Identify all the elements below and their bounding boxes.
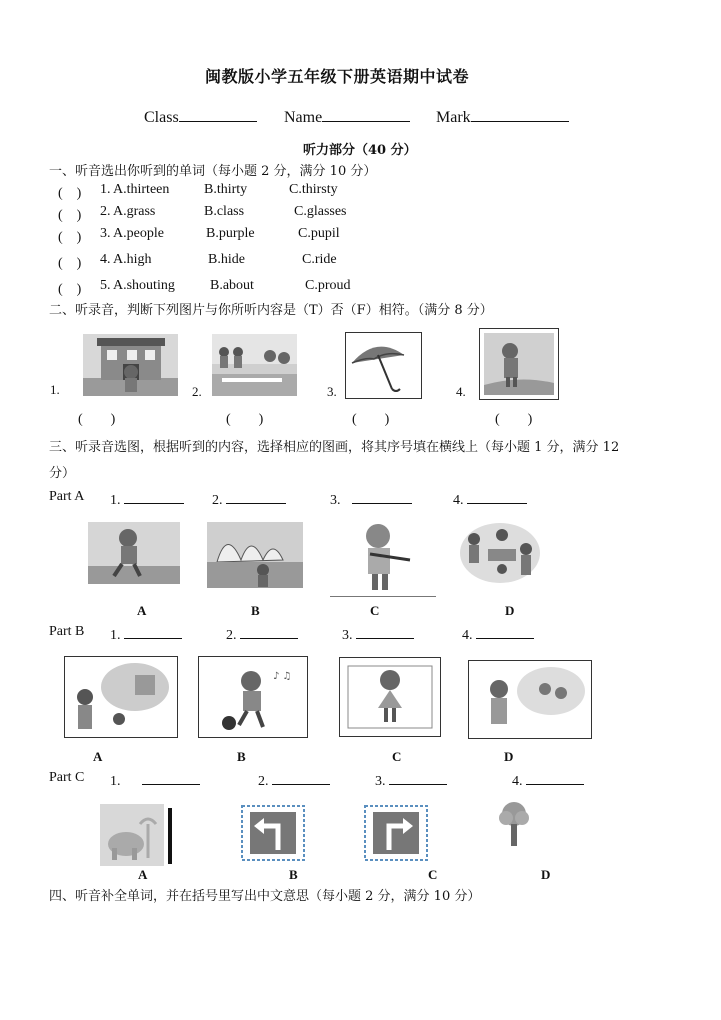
picture-b-opera-house bbox=[207, 522, 303, 588]
mark-field bbox=[436, 107, 569, 127]
part-a-label: Part A bbox=[49, 489, 85, 504]
s1-q2-c: C.glasses bbox=[294, 204, 347, 219]
letter-c: C bbox=[370, 603, 380, 618]
section4-heading: 四、听音补全单词，并在括号里写出中文意思（每小题 2 分，满分 10 分） bbox=[49, 889, 481, 904]
letter-d: D bbox=[541, 867, 551, 882]
s2-paren-3[interactable]: ( ) bbox=[352, 412, 390, 427]
picture-c-a-elephant-sign bbox=[100, 804, 175, 866]
s1-q3-c: C.pupil bbox=[298, 226, 340, 241]
answer-blank[interactable] bbox=[476, 624, 534, 639]
letter-d: D bbox=[504, 749, 514, 764]
class-field bbox=[144, 107, 257, 127]
s1-q3-b: B.purple bbox=[206, 226, 255, 241]
picture-person-hill bbox=[479, 328, 559, 400]
answer-blank[interactable] bbox=[526, 770, 584, 785]
part-a-q3: 3. bbox=[330, 489, 412, 509]
part-c-q1: 1. bbox=[110, 770, 200, 790]
svg-text:♪ ♫: ♪ ♫ bbox=[273, 671, 292, 682]
picture-b-b-soccer-boy bbox=[198, 656, 308, 738]
s1-q2-a: A.grass bbox=[113, 204, 156, 219]
part-b-q4: 4. bbox=[462, 624, 534, 644]
exam-title: 闽教版小学五年级下册英语期中试卷 bbox=[205, 67, 470, 86]
answer-blank[interactable] bbox=[467, 489, 527, 504]
letter-a: A bbox=[93, 749, 103, 764]
s1-q3-num: 3. bbox=[100, 226, 111, 241]
part-b-q3: 3. bbox=[342, 624, 414, 644]
section2-heading: 二、听录音，判断下列图片与你所听内容是（T）否（F）相符。（满分 8 分） bbox=[49, 303, 493, 318]
turn-left-sign-icon bbox=[236, 802, 310, 864]
answer-blank[interactable] bbox=[352, 489, 412, 504]
part-c-q3: 3. bbox=[375, 770, 447, 790]
section1-heading: 一、听音选出你听到的单词（每小题 2 分，满分 10 分） bbox=[49, 164, 377, 179]
picture-c-violin-girl bbox=[330, 518, 436, 597]
class-label: Class bbox=[144, 109, 179, 126]
picture-school-building bbox=[83, 334, 178, 396]
s2-num-1: 1. bbox=[50, 382, 60, 397]
s1-q4-num: 4. bbox=[100, 252, 111, 267]
s1-q2-b: B.class bbox=[204, 204, 245, 219]
section3-heading-line2: 分） bbox=[49, 466, 76, 481]
s2-num-2: 2. bbox=[192, 384, 202, 399]
s1-q1-num: 1. bbox=[100, 182, 111, 197]
mark-label: Mark bbox=[436, 109, 471, 126]
answer-blank[interactable] bbox=[142, 770, 200, 785]
letter-c: C bbox=[392, 749, 402, 764]
part-a-q4: 4. bbox=[453, 489, 527, 509]
part-a-q2: 2. bbox=[212, 489, 286, 509]
part-c-q4: 4. bbox=[512, 770, 584, 790]
picture-b-d-thought-bubble bbox=[468, 660, 592, 739]
picture-a-skater bbox=[88, 522, 180, 584]
s2-paren-4[interactable]: ( ) bbox=[495, 412, 533, 427]
answer-blank[interactable] bbox=[124, 624, 182, 639]
s1-q4-b: B.hide bbox=[208, 252, 245, 267]
picture-c-d-tree bbox=[494, 798, 534, 852]
letter-b: B bbox=[237, 749, 246, 764]
letter-a: A bbox=[138, 867, 148, 882]
part-c-label: Part C bbox=[49, 770, 85, 785]
part-a-q1: 1. bbox=[110, 489, 184, 509]
letter-b: B bbox=[289, 867, 298, 882]
mark-blank[interactable] bbox=[471, 107, 569, 122]
picture-b-c-girl bbox=[339, 657, 441, 737]
name-field bbox=[284, 107, 410, 127]
answer-blank[interactable] bbox=[124, 489, 184, 504]
s1-q5-c: C.proud bbox=[305, 278, 351, 293]
picture-gym-kids bbox=[212, 334, 297, 396]
s1-q1-c: C.thirsty bbox=[289, 182, 338, 197]
s1-paren[interactable]: ( ) bbox=[58, 256, 82, 271]
s1-q5-b: B.about bbox=[210, 278, 254, 293]
s1-paren[interactable]: ( ) bbox=[58, 230, 82, 245]
s2-paren-2[interactable]: ( ) bbox=[226, 412, 264, 427]
part-c-q2: 2. bbox=[258, 770, 330, 790]
turn-right-sign-icon bbox=[359, 802, 433, 864]
s1-q2-num: 2. bbox=[100, 204, 111, 219]
answer-blank[interactable] bbox=[240, 624, 298, 639]
part-b-q2: 2. bbox=[226, 624, 298, 644]
s1-paren[interactable]: ( ) bbox=[58, 282, 82, 297]
answer-blank[interactable] bbox=[389, 770, 447, 785]
picture-umbrella bbox=[345, 332, 422, 399]
answer-blank[interactable] bbox=[226, 489, 286, 504]
s1-q5-a: A.shouting bbox=[113, 278, 175, 293]
letter-b: B bbox=[251, 603, 260, 618]
answer-blank[interactable] bbox=[356, 624, 414, 639]
s2-paren-1[interactable]: ( ) bbox=[78, 412, 116, 427]
picture-b-a-family-thought bbox=[64, 656, 178, 738]
letter-c: C bbox=[428, 867, 438, 882]
name-label: Name bbox=[284, 109, 323, 126]
s2-num-4: 4. bbox=[456, 384, 466, 399]
s1-q5-num: 5. bbox=[100, 278, 111, 293]
section3-heading-line1: 三、听录音选图，根据听到的内容，选择相应的图画，将其序号填在横线上（每小题 1 分，满分 12 bbox=[49, 440, 620, 455]
class-blank[interactable] bbox=[179, 107, 257, 122]
letter-a: A bbox=[137, 603, 147, 618]
answer-blank[interactable] bbox=[272, 770, 330, 785]
s1-q4-a: A.high bbox=[113, 252, 152, 267]
letter-d: D bbox=[505, 603, 515, 618]
s1-q1-a: A.thirteen bbox=[113, 182, 170, 197]
name-blank[interactable] bbox=[322, 107, 410, 122]
listening-title: 听力部分（40 分） bbox=[303, 143, 417, 158]
part-b-label: Part B bbox=[49, 624, 85, 639]
s1-q1-b: B.thirty bbox=[204, 182, 248, 197]
s1-q4-c: C.ride bbox=[302, 252, 337, 267]
picture-d-family bbox=[458, 519, 542, 589]
part-b-q1: 1. bbox=[110, 624, 182, 644]
s1-paren[interactable]: ( ) bbox=[58, 186, 82, 201]
s1-paren[interactable]: ( ) bbox=[58, 208, 82, 223]
s1-q3-a: A.people bbox=[113, 226, 164, 241]
s2-num-3: 3. bbox=[327, 384, 337, 399]
